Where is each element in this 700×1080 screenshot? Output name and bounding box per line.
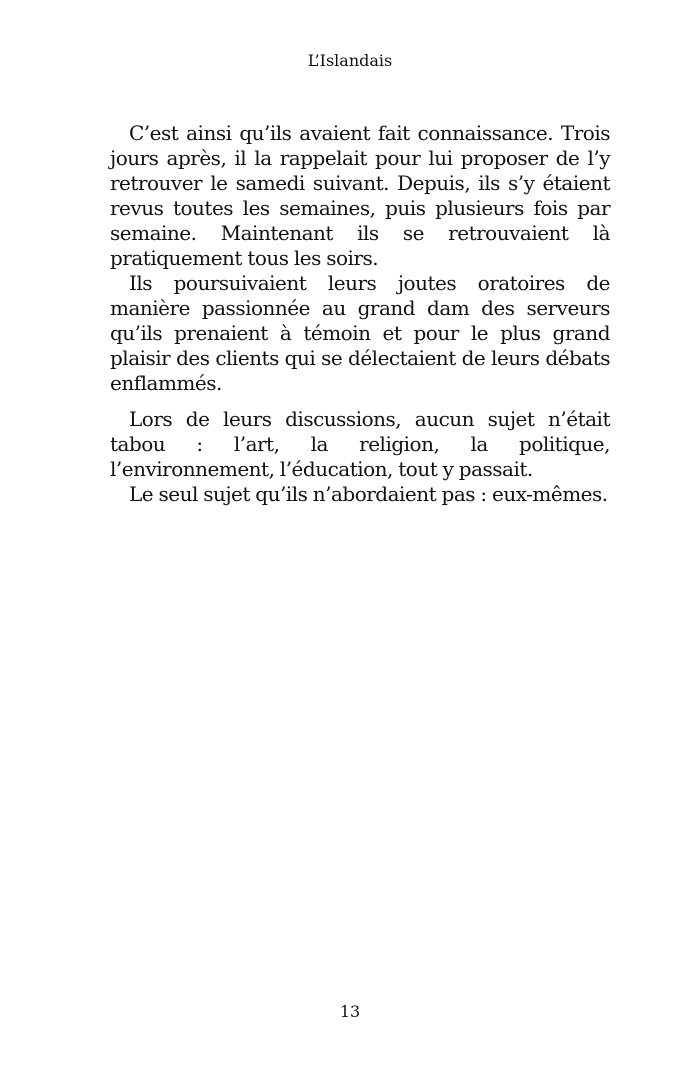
page-number: 13 [339,1002,361,1021]
paragraph-3: Lors de leurs discussions, aucun sujet n’était tabou : l’art, la religion, la politique, l’environnement, l’éducation, tout y passait. [110,407,610,481]
chapter-text-block [110,121,610,507]
paragraph-1: C’est ainsi qu’ils avaient fait connaissance. Trois jours après, il la rappelait pour lui proposer de l’y retrouver le samedi suivant. Depuis, ils s’y étaient revus toutes les semaines, puis plusieurs fois par semaine. Maintenant ils se retrouvaient là pratiquement tous les soirs. [110,121,610,270]
running-head-title: L’Islandais [307,51,393,70]
paragraph-2: Ils poursuivaient leurs joutes oratoires de manière passionnée au grand dam des serveurs qu’ils prenaient à témoin et pour le plus grand plaisir des clients qui se délectaient de leurs débats enflammés. [110,271,610,395]
paragraph-4: Le seul sujet qu’ils n’abordaient pas : eux-mêmes. [129,482,608,506]
